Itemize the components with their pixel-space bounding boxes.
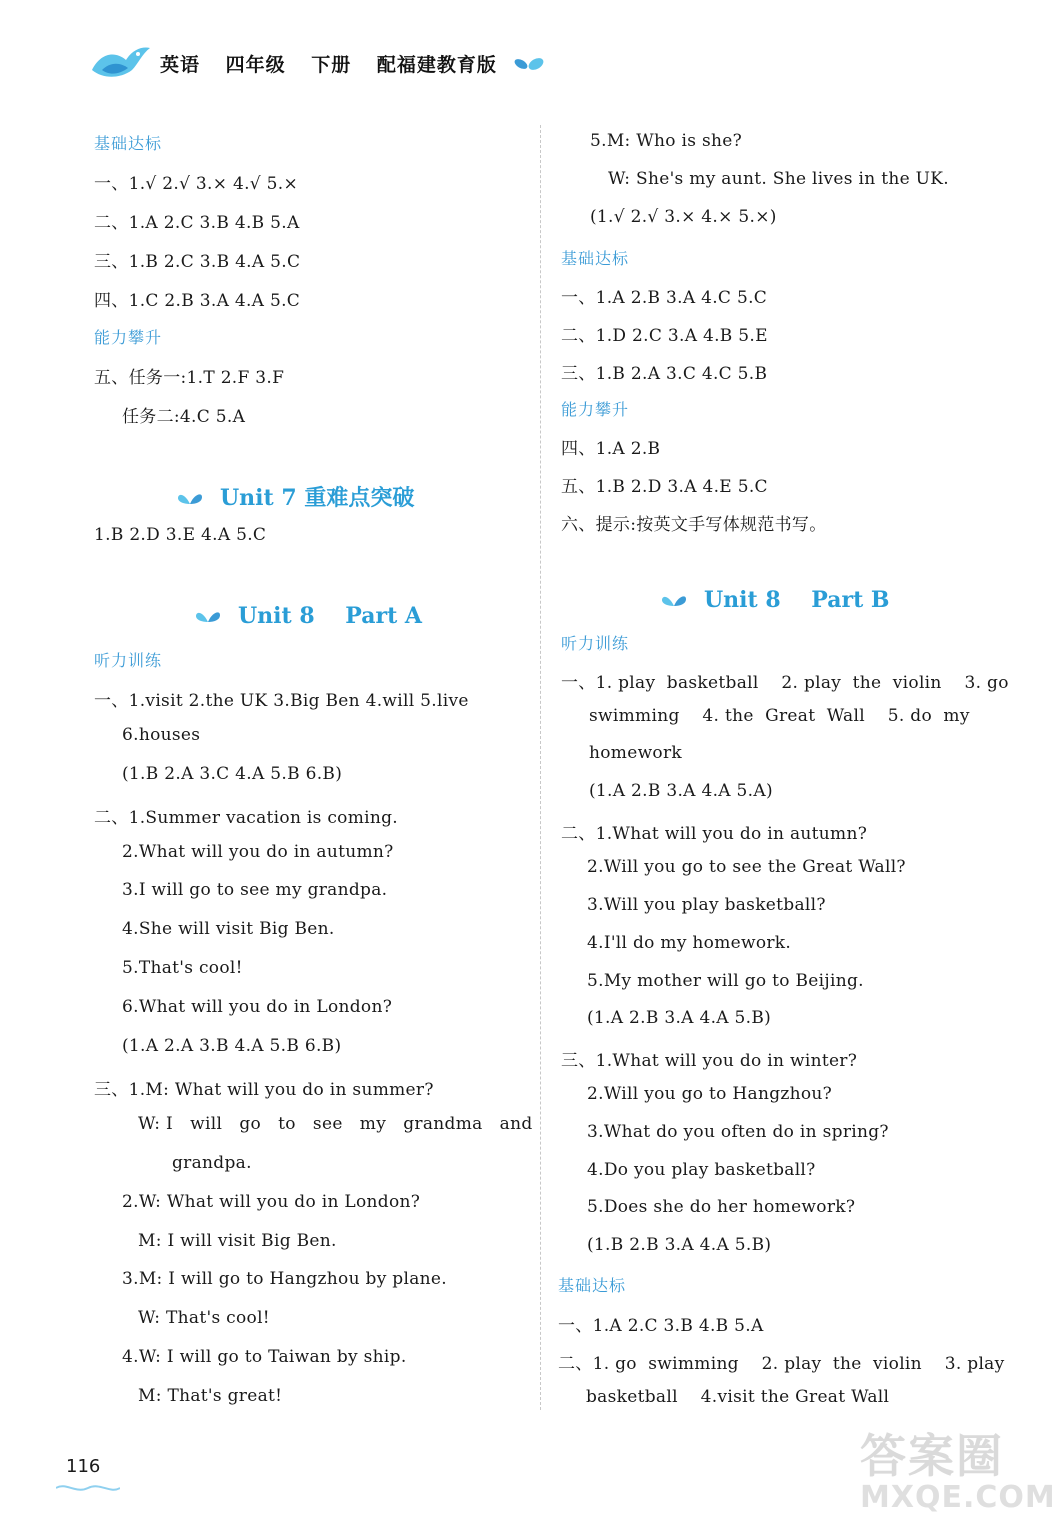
answer-line: 5.M: Who is she? — [590, 131, 743, 151]
butterfly-icon — [660, 592, 688, 610]
answer-line: basketball 4.visit the Great Wall — [586, 1387, 890, 1407]
answer-line: 2.W: What will you do in London? — [122, 1192, 421, 1212]
watermark-logo-text: 答案圈 — [860, 1429, 1004, 1483]
answer-line: (1.A 2.B 3.A 4.A 5.A) — [589, 781, 773, 801]
answer-line: W: She's my aunt. She lives in the UK. — [608, 169, 949, 189]
answer-line: 4.W: I will go to Taiwan by ship. — [122, 1347, 407, 1367]
page-header — [88, 40, 588, 90]
unit-8a-title — [194, 603, 422, 629]
answer-line: (1.B 2.A 3.C 4.A 5.B 6.B) — [122, 764, 343, 784]
column-divider — [540, 125, 541, 1410]
answer-line: 4.I'll do my homework. — [587, 933, 792, 953]
answer-line: (1.A 2.A 3.B 4.A 5.B 6.B) — [122, 1036, 342, 1056]
answer-line: 四、1.A 2.B — [561, 439, 661, 459]
answer-line: 4.Do you play basketball? — [587, 1160, 816, 1180]
page-number: 116 — [66, 1456, 101, 1477]
answer-line: 五、任务一:1.T 2.F 3.F — [94, 368, 285, 388]
section-heading-basic: 基础达标 — [558, 1276, 627, 1295]
butterfly-icon — [176, 490, 204, 508]
answer-line: 5.That's cool! — [122, 958, 243, 978]
answer-line: 四、1.C 2.B 3.A 4.A 5.C — [94, 291, 301, 311]
watermark-url: MXQE.COM — [860, 1480, 1056, 1515]
answer-line: 三、1.B 2.A 3.C 4.C 5.B — [561, 364, 768, 384]
answer-line: 3.I will go to see my grandpa. — [122, 880, 388, 900]
section-heading-listening: 听力训练 — [94, 651, 163, 670]
answer-line: 5.My mother will go to Beijing. — [587, 971, 864, 991]
answer-line: (1.A 2.B 3.A 4.A 5.B) — [587, 1008, 772, 1028]
unit-7-title-text: Unit 7 重难点突破 — [220, 485, 415, 511]
grade-label: 四年级 — [225, 54, 286, 76]
answer-line: 一、1.√ 2.√ 3.× 4.√ 5.× — [94, 174, 298, 194]
answer-line: 一、1. play basketball 2. play the violin 3. go — [561, 673, 1009, 693]
bird-logo-icon — [88, 40, 152, 84]
leaves-icon — [512, 54, 546, 74]
answer-line: 3.What do you often do in spring? — [587, 1122, 889, 1142]
answer-line: 5.Does she do her homework? — [587, 1197, 856, 1217]
answer-line: W: That's cool! — [138, 1308, 270, 1328]
answer-line: 三、1.What will you do in winter? — [561, 1051, 858, 1071]
answer-line: 一、1.A 2.B 3.A 4.C 5.C — [561, 288, 768, 308]
answer-line: 1.B 2.D 3.E 4.A 5.C — [94, 525, 267, 545]
answer-line: 2.Will you go to Hangzhou? — [587, 1084, 833, 1104]
watermark — [860, 1420, 1056, 1530]
unit-8b-title — [660, 587, 890, 613]
butterfly-icon — [194, 608, 222, 626]
answer-line: 二、1. go swimming 2. play the violin 3. play — [558, 1354, 1005, 1374]
page-wave-icon — [56, 1482, 120, 1494]
answer-line: 4.She will visit Big Ben. — [122, 919, 335, 939]
unit-8a-title-text: Unit 8 Part A — [238, 603, 422, 629]
answer-line: swimming 4. the Great Wall 5. do my — [589, 706, 970, 726]
answer-line: 6.What will you do in London? — [122, 997, 393, 1017]
answer-line: 二、1.A 2.C 3.B 4.B 5.A — [94, 213, 300, 233]
volume-label: 下册 — [311, 54, 352, 76]
answer-line: 一、1.visit 2.the UK 3.Big Ben 4.will 5.live — [94, 691, 469, 711]
answer-line: 2.What will you do in autumn? — [122, 842, 394, 862]
book-title — [160, 50, 515, 77]
unit-8b-title-text: Unit 8 Part B — [704, 587, 890, 613]
answer-line: M: I will visit Big Ben. — [138, 1231, 337, 1251]
section-heading-basic: 基础达标 — [561, 249, 630, 268]
answer-line: M: That's great! — [138, 1386, 283, 1406]
answer-line: 3.M: I will go to Hangzhou by plane. — [122, 1269, 447, 1289]
edition-label: 配福建教育版 — [376, 54, 497, 76]
section-heading-advanced: 能力攀升 — [561, 400, 630, 419]
answer-line: (1.√ 2.√ 3.× 4.× 5.×) — [590, 207, 777, 227]
answer-line: 6.houses — [122, 725, 201, 745]
answer-line: (1.B 2.B 3.A 4.A 5.B) — [587, 1235, 772, 1255]
answer-line: grandpa. — [172, 1153, 252, 1173]
answer-line: homework — [589, 743, 682, 763]
answer-line: 二、1.Summer vacation is coming. — [94, 808, 399, 828]
section-heading-advanced: 能力攀升 — [94, 328, 163, 347]
unit-7-title — [176, 481, 414, 512]
answer-line: 二、1.D 2.C 3.A 4.B 5.E — [561, 326, 768, 346]
answer-line: 一、1.A 2.C 3.B 4.B 5.A — [558, 1316, 764, 1336]
answer-line: 二、1.What will you do in autumn? — [561, 824, 868, 844]
subject-label: 英语 — [160, 54, 201, 76]
answer-line: 2.Will you go to see the Great Wall? — [587, 857, 906, 877]
section-heading-listening: 听力训练 — [561, 634, 630, 653]
answer-line: 五、1.B 2.D 3.A 4.E 5.C — [561, 477, 768, 497]
section-heading-basic: 基础达标 — [94, 134, 163, 153]
answer-line: 三、1.M: What will you do in summer? — [94, 1080, 434, 1100]
answer-line: W: I will go to see my grandma and — [138, 1114, 533, 1134]
answer-line: 六、提示:按英文手写体规范书写。 — [561, 515, 827, 535]
answer-line: 3.Will you play basketball? — [587, 895, 826, 915]
answer-line: 任务二:4.C 5.A — [122, 407, 246, 427]
answer-line: 三、1.B 2.C 3.B 4.A 5.C — [94, 252, 301, 272]
